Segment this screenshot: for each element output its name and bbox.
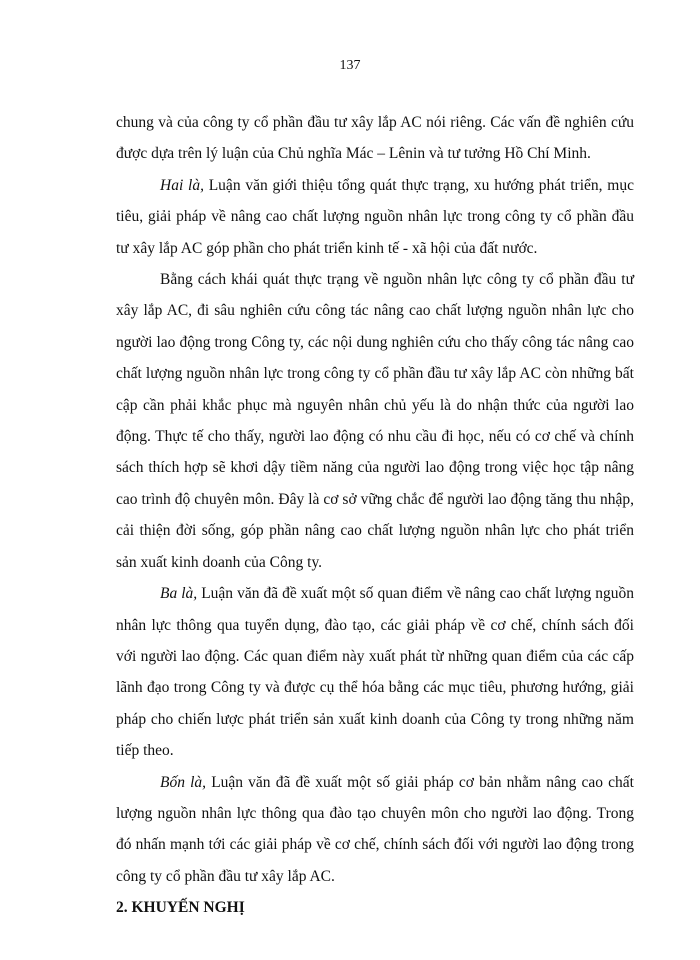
paragraph-bon-la: [116, 767, 634, 893]
paragraph-ba-la: [116, 578, 634, 766]
paragraph-hai-la: [116, 170, 634, 264]
paragraph-text: Luận văn đã đề xuất một số giải pháp cơ bản nhằm nâng cao chất lượng nguồn nhân lực thông qua đào tạo chuyên môn cho người lao động. Trong đó nhấn mạnh tới các giải pháp về cơ chế, chính sách đối với người lao động trong công ty cổ phần đầu tư xây lắp AC.: [116, 773, 634, 885]
paragraph-text: Bằng cách khái quát thực trạng về nguồn nhân lực công ty cổ phần đầu tư xây lắp AC, đi sâu nghiên cứu công tác nâng cao chất lượng nguồn nhân lực cho người lao động trong Công ty, các nội dung nghiên cứu cho thấy công tác nâng cao chất lượng nguồn nhân lực trong công ty cổ phần đầu tư xây lắp AC còn những bất cập cần phải khắc phục mà nguyên nhân chủ yếu là do nhận thức của người lao động. Thực tế cho thấy, người lao động có nhu cầu đi học, nếu có cơ chế và chính sách thích hợp sẽ khơi dậy tiềm năng của người lao động trong việc học tập nâng cao trình độ chuyên môn. Đây là cơ sở vững chắc để người lao động tăng thu nhập, cải thiện đời sống, góp phần nâng cao chất lượng nguồn nhân lực cho phát triển sản xuất kinh doanh của Công ty.: [116, 271, 634, 571]
paragraph-text: chung và của công ty cổ phần đầu tư xây lắp AC nói riêng. Các vấn đề nghiên cứu được dựa trên lý luận của Chủ nghĩa Mác – Lênin và tư tưởng Hồ Chí Minh.: [116, 114, 634, 163]
page-number: 137: [339, 58, 361, 73]
paragraph-lead: Ba là,: [160, 585, 198, 603]
paragraph-lead: Bốn là,: [160, 773, 207, 791]
paragraph-continuation: [116, 107, 634, 170]
paragraph-summary: [116, 264, 634, 578]
body-text: [116, 107, 634, 924]
paragraph-text: Luận văn giới thiệu tổng quát thực trạng, xu hướng phát triển, mục tiêu, giải pháp về nâng cao chất lượng nguồn nhân lực trong công ty cổ phần đầu tư xây lắp AC góp phần cho phát triển kinh tế - xã hội của đất nước.: [116, 176, 634, 257]
paragraph-text: Luận văn đã đề xuất một số quan điểm về nâng cao chất lượng nguồn nhân lực thông qua tuyển dụng, đào tạo, các giải pháp về cơ chế, chính sách đối với người lao động. Các quan điểm này xuất phát từ những quan điểm của các cấp lãnh đạo trong Công ty và được cụ thể hóa bằng các mục tiêu, phương hướng, giải pháp cho chiến lược phát triển sản xuất kinh doanh của Công ty trong những năm tiếp theo.: [116, 585, 634, 760]
paragraph-lead: Hai là,: [160, 176, 204, 194]
section-heading: 2. KHUYẾN NGHỊ: [116, 899, 245, 917]
